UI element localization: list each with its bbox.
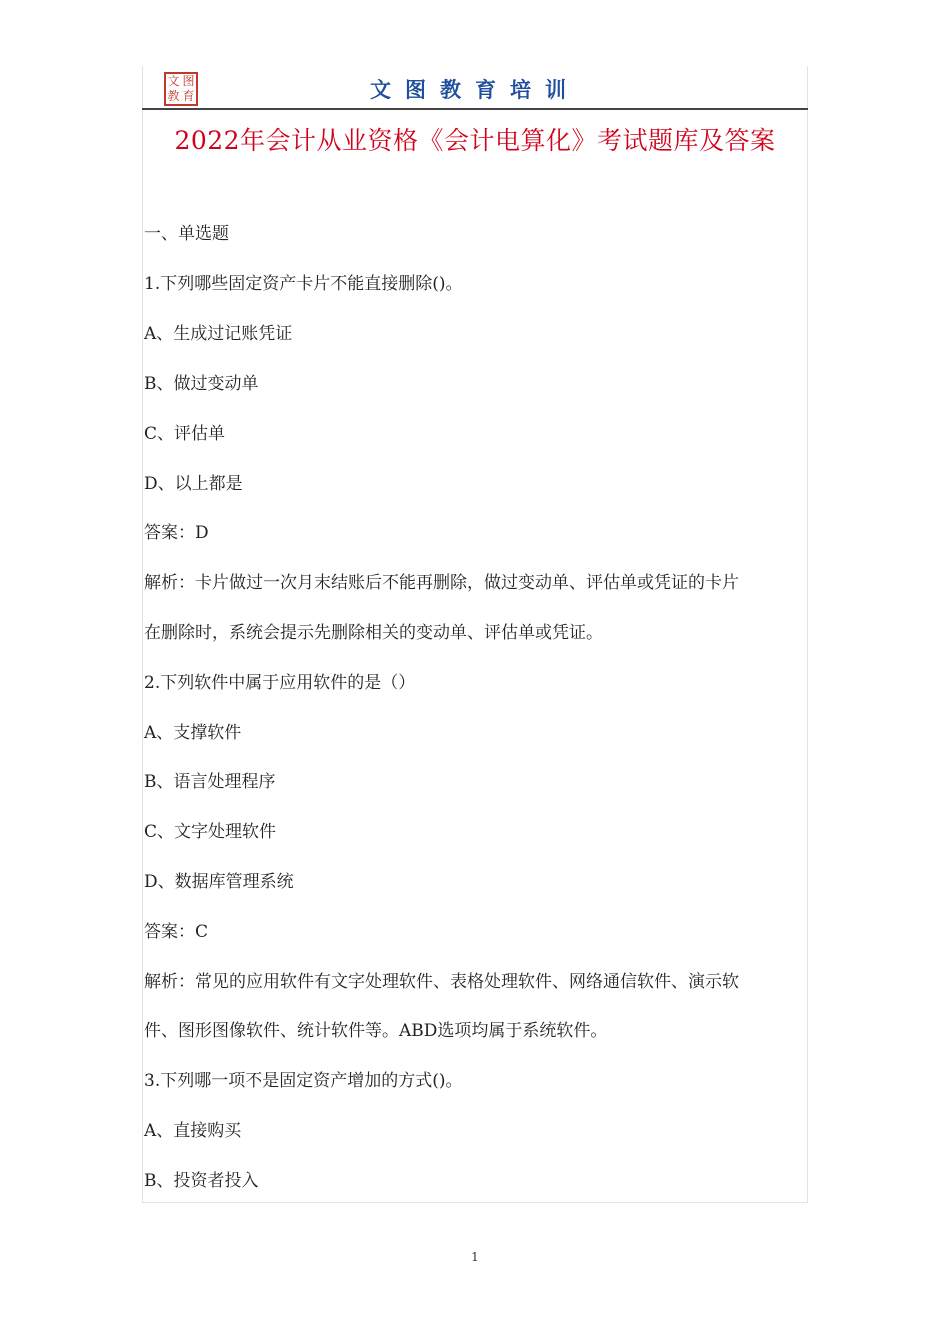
- option-text: B、做过变动单: [144, 374, 259, 394]
- option-text: C、评估单: [144, 424, 226, 444]
- logo-char: 育: [182, 89, 195, 103]
- question-text: 1.下列哪些固定资产卡片不能直接删除()。: [144, 274, 463, 294]
- page-number: 1: [471, 1250, 479, 1264]
- logo-char: 文: [167, 74, 180, 88]
- option-text: B、语言处理程序: [144, 772, 276, 792]
- answer-text: 答案：D: [144, 523, 209, 543]
- logo: [164, 72, 198, 106]
- logo-char: 图: [182, 74, 195, 88]
- option-text: C、文字处理软件: [144, 822, 277, 842]
- explanation-text: 件、图形图像软件、统计软件等。ABD选项均属于系统软件。: [144, 1021, 608, 1041]
- option-text: D、数据库管理系统: [144, 872, 294, 892]
- option-text: D、以上都是: [144, 474, 243, 494]
- page-header: [142, 66, 808, 110]
- option-text: A、生成过记账凭证: [144, 324, 293, 344]
- question-text: 3.下列哪一项不是固定资产增加的方式()。: [144, 1071, 463, 1091]
- explanation-text: 在删除时，系统会提示先删除相关的变动单、评估单或凭证。: [144, 623, 603, 643]
- document-title: 2022年会计从业资格《会计电算化》考试题库及答案: [174, 126, 776, 155]
- option-text: A、直接购买: [144, 1121, 242, 1141]
- option-text: A、支撑软件: [144, 723, 242, 743]
- logo-char: 教: [167, 89, 180, 103]
- answer-text: 答案：C: [144, 922, 209, 942]
- section-heading: 一、单选题: [144, 224, 229, 244]
- question-text: 2.下列软件中属于应用软件的是（）: [144, 673, 416, 693]
- header-title: 文图教育培训: [370, 77, 580, 102]
- option-text: B、投资者投入: [144, 1171, 259, 1191]
- explanation-text: 解析：常见的应用软件有文字处理软件、表格处理软件、网络通信软件、演示软: [144, 972, 739, 992]
- explanation-text: 解析：卡片做过一次月末结账后不能再删除，做过变动单、评估单或凭证的卡片: [144, 573, 739, 593]
